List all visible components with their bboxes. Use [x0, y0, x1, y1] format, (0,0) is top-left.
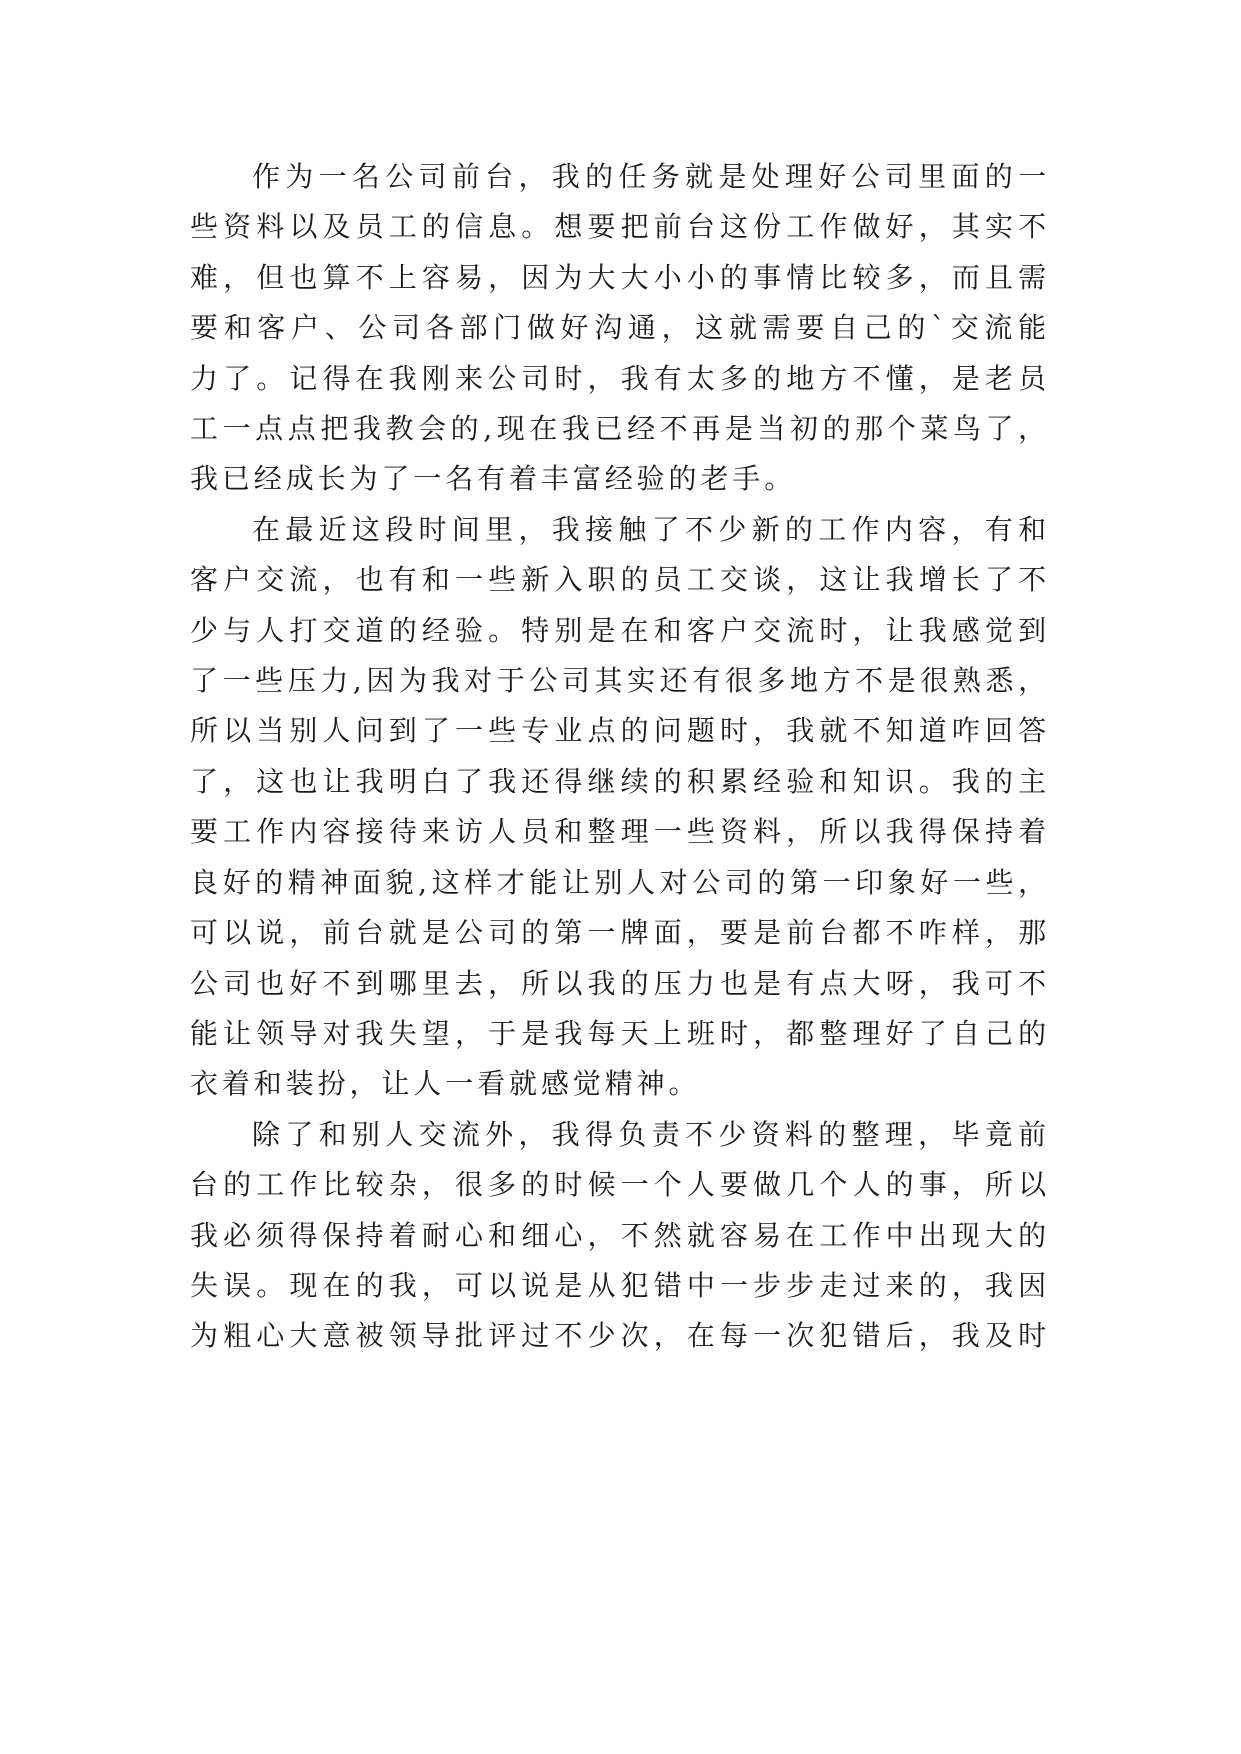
text-line: 能让领导对我失望，于是我每天上班时，都整理好了自己的	[190, 1016, 1050, 1050]
text-line: 力了。记得在我刚来公司时，我有太多的地方不懂，是老员	[190, 361, 1050, 395]
text-line: 我必须得保持着耐心和细心，不然就容易在工作中出现大的	[190, 1218, 1050, 1252]
text-line: 我已经成长为了一名有着丰富经验的老手。	[190, 462, 797, 496]
text-line: 可以说，前台就是公司的第一牌面，要是前台都不咋样，那	[190, 916, 1050, 950]
text-line: 少与人打交道的经验。特别是在和客户交流时，让我感觉到	[190, 613, 1050, 647]
text-line: 在最近这段时间里，我接触了不少新的工作内容，有和	[252, 512, 1050, 546]
text-line: 衣着和装扮，让人一看就感觉精神。	[190, 1067, 701, 1101]
text-line: 了一些压力,因为我对于公司其实还有很多地方不是很熟悉，	[190, 664, 1050, 698]
text-line: 难，但也算不上容易，因为大大小小的事情比较多，而且需	[190, 260, 1050, 294]
text-line: 了，这也让我明白了我还得继续的积累经验和知识。我的主	[190, 764, 1050, 798]
text-line: 失误。现在的我，可以说是从犯错中一步步走过来的，我因	[190, 1268, 1050, 1302]
paragraph-3	[190, 1110, 1050, 1362]
text-line: 为粗心大意被领导批评过不少次，在每一次犯错后，我及时	[190, 1319, 1050, 1353]
text-line: 要工作内容接待来访人员和整理一些资料，所以我得保持着	[190, 815, 1050, 849]
text-line: 除了和别人交流外，我得负责不少资料的整理，毕竟前	[252, 1117, 1050, 1151]
document-body	[190, 152, 1050, 1362]
text-line: 要和客户、公司各部门做好沟通，这就需要自己的`交流能	[190, 311, 1050, 345]
paragraph-1	[190, 152, 1050, 505]
text-line: 作为一名公司前台，我的任务就是处理好公司里面的一	[252, 160, 1050, 193]
text-line: 客户交流，也有和一些新入职的员工交谈，这让我增长了不	[190, 563, 1050, 597]
text-line: 良好的精神面貌,这样才能让别人对公司的第一印象好一些，	[190, 865, 1050, 899]
text-line: 工一点点把我教会的,现在我已经不再是当初的那个菜鸟了，	[190, 412, 1050, 446]
paragraph-2	[190, 505, 1050, 1110]
text-line: 公司也好不到哪里去，所以我的压力也是有点大呀，我可不	[190, 966, 1050, 1000]
text-line: 台的工作比较杂，很多的时候一个人要做几个人的事，所以	[190, 1168, 1050, 1202]
text-line: 些资料以及员工的信息。想要把前台这份工作做好，其实不	[190, 210, 1050, 244]
text-line: 所以当别人问到了一些专业点的问题时，我就不知道咋回答	[190, 714, 1050, 748]
